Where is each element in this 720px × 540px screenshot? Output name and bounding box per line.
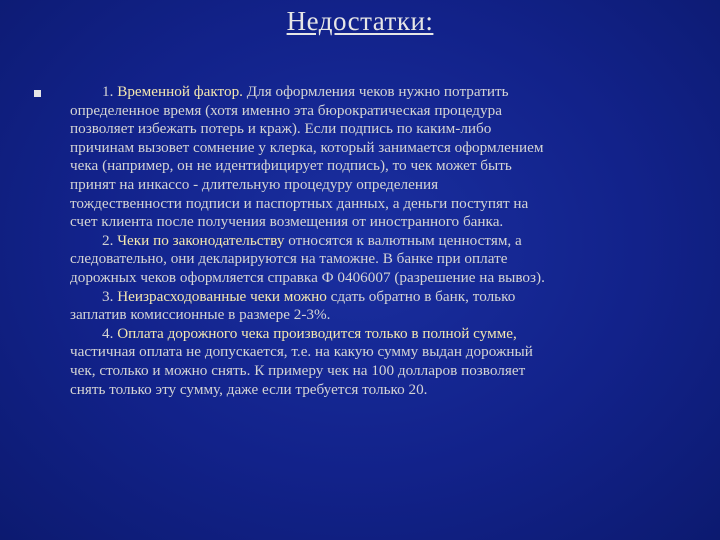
body-line: принят на инкассо - длительную процедуру определения xyxy=(70,175,439,193)
item-4-heading: 4. Оплата дорожного чека производится только в полной сумме, xyxy=(102,324,517,342)
body-line: дорожных чеков оформляется справка Ф 0406007 (разрешение на вывоз). xyxy=(70,268,545,286)
item-1-heading: 1. Временной фактор. Для оформления чеков нужно потратить xyxy=(102,83,509,100)
item-3-heading: 3. Неизрасходованные чеки можно сдать обратно в банк, только xyxy=(102,287,516,305)
body-line: чек, столько и можно снять. К примеру чек на 100 долларов позволяет xyxy=(70,361,526,379)
body-line: чека (например, он не идентифицирует подпись), то чек может быть xyxy=(70,157,512,175)
body-line: следовательно, они декларируются на таможне. В банке при оплате xyxy=(70,250,508,268)
slide-title: Недостатки: xyxy=(286,6,434,36)
body-line: счет клиента после получения возмещения от иностранного банка. xyxy=(70,213,504,231)
body-line: позволяет избежать потерь и краж). Если подпись по каким-либо xyxy=(70,120,492,138)
body-line: тождественности подписи и паспортных данных, а деньги поступят на xyxy=(70,194,529,212)
body-line: определенное время (хотя именно эта бюрократическая процедура xyxy=(70,101,502,119)
item-2-keyword: Чеки по законодательству xyxy=(117,231,285,249)
item-3-keyword: Неизрасходованные чеки можно xyxy=(117,287,327,305)
slide-body xyxy=(70,83,685,399)
body-line: причинам вызовет сомнение у клерка, который занимается оформлением xyxy=(70,138,544,156)
body-line: частичная оплата не допускается, т.е. на какую сумму выдан дорожный xyxy=(70,343,533,361)
item-2-heading: 2. Чеки по законодательству относятся к валютным ценностям, а xyxy=(102,231,522,249)
item-1-keyword: Временной фактор. xyxy=(117,83,243,100)
body-line: заплатив комиссионные в размере 2-3%. xyxy=(70,306,331,324)
square-bullet-icon xyxy=(34,90,41,97)
body-line: снять только эту сумму, даже если требуется только 20. xyxy=(70,380,428,398)
item-4-keyword: Оплата дорожного чека производится только в полной сумме, xyxy=(117,324,517,342)
